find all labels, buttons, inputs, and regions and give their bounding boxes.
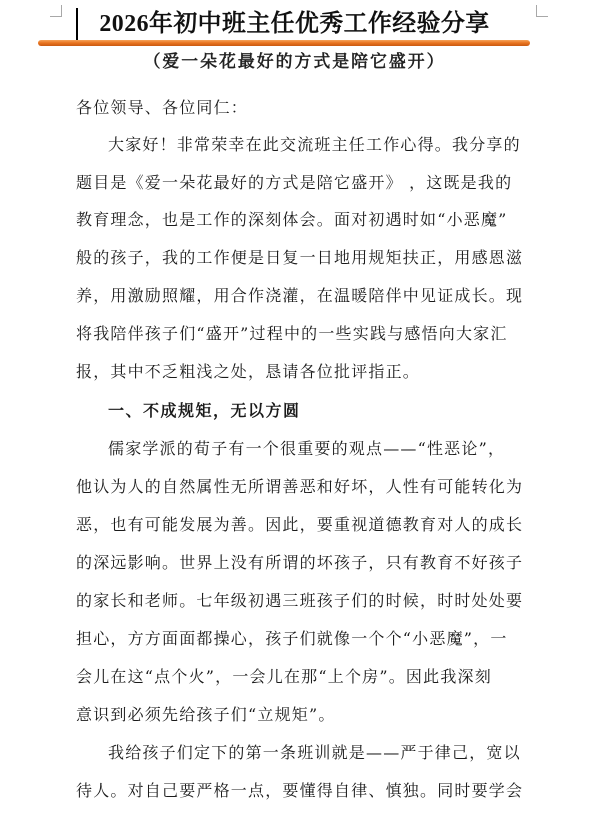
greeting-line: 各位领导、各位同仁：: [76, 98, 249, 117]
paragraph-2-line: 的深远影响。世界上没有所谓的坏孩子，只有教育不好孩子: [76, 553, 524, 572]
paragraph-1-line: 养，用激励照耀，用合作浇灌，在温暖陪伴中见证成长。现: [76, 286, 524, 305]
paragraph-1-line: 将我陪伴孩子们“盛开”过程中的一些实践与感悟向大家汇: [76, 324, 508, 343]
document-title: 2026年初中班主任优秀工作经验分享: [99, 11, 490, 37]
paragraph-2-line: 意识到必须先给孩子们“立规矩”。: [76, 705, 336, 724]
paragraph-2-line: 恶，也有可能发展为善。因此，要重视道德教育对人的成长: [76, 515, 524, 534]
text-cursor: [76, 8, 78, 40]
paragraph-1-line: 报，其中不乏粗浅之处，恳请各位批评指正。: [76, 362, 421, 381]
paragraph-1-line: 题目是《爱一朵花最好的方式是陪它盛开》 ，这既是我的: [76, 173, 513, 192]
title-underline-decoration: [38, 40, 530, 46]
paragraph-3-line: 我给孩子们定下的第一条班训就是——严于律己，宽以: [108, 743, 521, 762]
paragraph-2-line: 儒家学派的荀子有一个很重要的观点——“性恶论”，: [108, 439, 506, 458]
paragraph-2-line: 担心，方方面面都操心，孩子们就像一个个“小恶魔”，一: [76, 629, 508, 648]
paragraph-2-line: 的家长和老师。七年级初遇三班孩子们的时候，时时处处要: [76, 591, 524, 610]
paragraph-1-line: 教育理念，也是工作的深刻体会。面对初遇时如“小恶魔”: [76, 210, 508, 229]
paragraph-3-line: 待人。对自己要严格一点，要懂得自律、慎独。同时要学会: [76, 781, 524, 800]
paragraph-1-line: 般的孩子，我的工作便是日复一日地用规矩扶正，用感恩滋: [76, 248, 524, 267]
paragraph-2-line: 会儿在这“点个火”，一会儿在那“上个房”。因此我深刻: [76, 667, 492, 686]
paragraph-1-line: 大家好！非常荣幸在此交流班主任工作心得。我分享的: [108, 135, 521, 154]
section-heading: 一、不成规矩，无以方圆: [108, 401, 301, 420]
paragraph-2-line: 他认为人的自然属性无所谓善恶和好坏，人性有可能转化为: [76, 477, 524, 496]
document-subtitle: （爱一朵花最好的方式是陪它盛开）: [143, 52, 446, 72]
